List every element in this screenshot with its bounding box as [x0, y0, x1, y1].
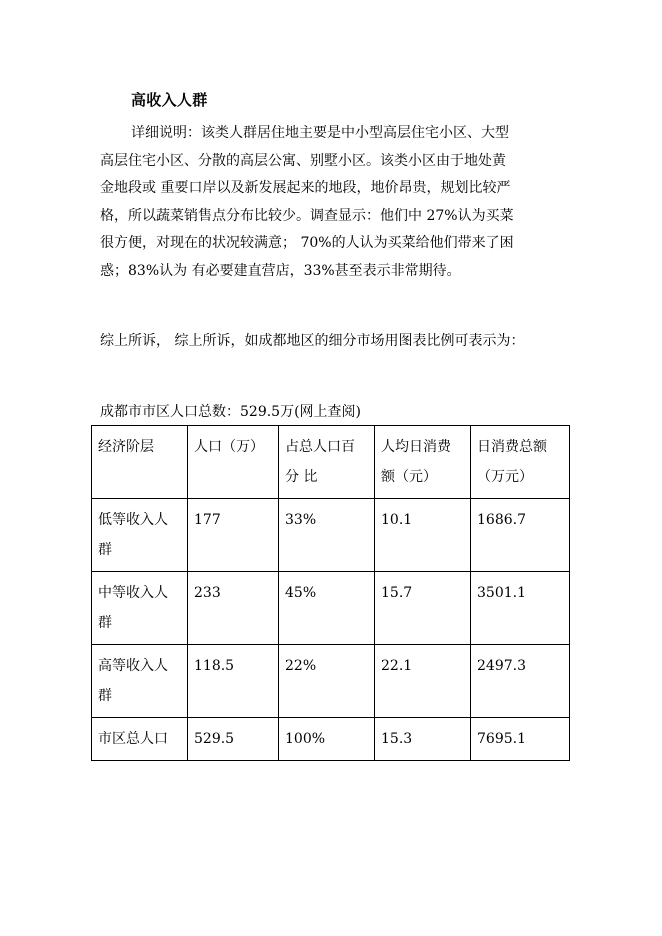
paragraph-line: 高层住宅小区、分散的高层公寓、别墅小区。该类小区由于地处黄 — [100, 152, 506, 169]
table-cell: 7695.1 — [471, 718, 570, 761]
table-cell: 22.1 — [375, 645, 471, 718]
table-cell: 33% — [279, 499, 375, 572]
header-cell: 人口（万） — [188, 426, 279, 499]
table-cell: 1686.7 — [471, 499, 570, 572]
table-row — [92, 645, 570, 718]
table-cell: 10.1 — [375, 499, 471, 572]
segment-table — [91, 425, 570, 761]
paragraph-line: 格，所以蔬菜销售点分布比较少。调查显示：他们中 27%认为买菜 — [100, 207, 514, 224]
table-row — [92, 572, 570, 645]
table-cell: 233 — [188, 572, 279, 645]
table-row — [92, 718, 570, 761]
table-cell: 中等收入人群 — [92, 572, 188, 645]
summary-line: 综上所诉， 综上所诉，如成都地区的细分市场用图表比例可表示为： — [100, 333, 525, 349]
paragraph-line: 详细说明：该类人群居住地主要是中小型高层住宅小区、大型 — [131, 125, 509, 141]
table-cell: 3501.1 — [471, 572, 570, 645]
table-cell: 529.5 — [188, 718, 279, 761]
table-cell: 15.7 — [375, 572, 471, 645]
section-heading: 高收入人群 — [131, 91, 208, 109]
table-cell: 15.3 — [375, 718, 471, 761]
table-cell: 177 — [188, 499, 279, 572]
description-paragraph — [100, 120, 575, 285]
table-caption: 成都市市区人口总数：529.5万(网上查阅) — [100, 404, 362, 420]
header-cell: 占总人口百分 比 — [279, 426, 375, 499]
paragraph-line: 金地段或 重要口岸以及新发展起来的地段，地价昂贵，规划比较严 — [100, 180, 511, 196]
paragraph-line: 惑；83%认为 有必要建直营店，33%甚至表示非常期待。 — [100, 262, 461, 279]
table-header-row — [92, 426, 570, 499]
paragraph-line: 很方便，对现在的状况较满意； 70%的人认为买菜给他们带来了困 — [100, 235, 514, 251]
table-cell: 2497.3 — [471, 645, 570, 718]
table-cell: 市区总人口 — [92, 718, 188, 761]
table-cell: 100% — [279, 718, 375, 761]
header-cell: 人均日消费额（元） — [375, 426, 471, 499]
header-cell: 经济阶层 — [92, 426, 188, 499]
table-cell: 118.5 — [188, 645, 279, 718]
table-cell: 低等收入人群 — [92, 499, 188, 572]
table-cell: 22% — [279, 645, 375, 718]
table-cell: 高等收入人群 — [92, 645, 188, 718]
table-cell: 45% — [279, 572, 375, 645]
table-row — [92, 499, 570, 572]
header-cell: 日消费总额（万元） — [471, 426, 570, 499]
